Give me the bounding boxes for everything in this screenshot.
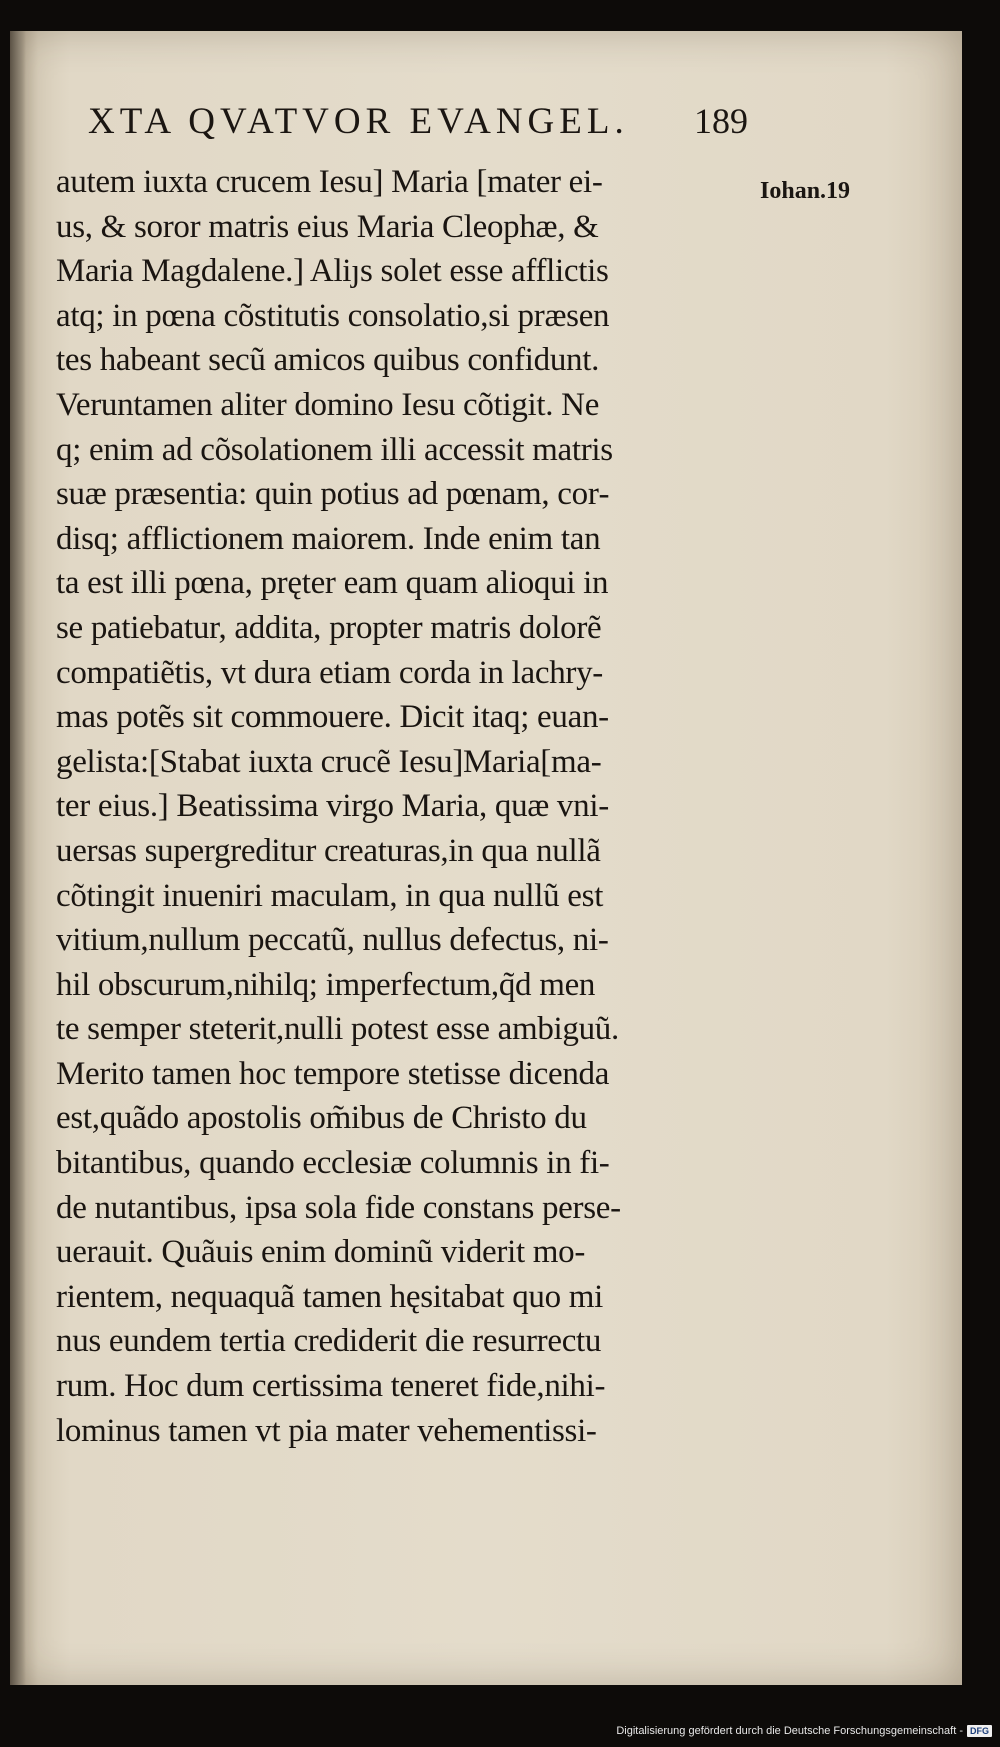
body-text: [56, 160, 756, 1453]
text-line: ta est illi pœna, pręter eam quam alioqui in: [56, 565, 609, 602]
text-line: us, & soror matris eius Maria Cleophæ, &: [56, 208, 599, 245]
text-line: suæ præsentia: quin potius ad pœnam, cor‑: [56, 476, 610, 513]
text-line: autem iuxta crucem Iesu] Maria [mater ei‑: [56, 164, 603, 200]
text-line: est,quãdo apostolis om̃ibus de Christo du: [56, 1100, 587, 1137]
text-line: nus eundem tertia crediderit die resurrectu: [56, 1323, 602, 1360]
marginal-note: Iohan.19: [760, 178, 851, 204]
text-line: tes habeant secũ amicos quibus confidunt.: [56, 342, 600, 379]
text-line: Veruntamen aliter domino Iesu cõtigit. Ne: [56, 386, 600, 423]
text-line: uerauit. Quãuis enim dominũ viderit mo‑: [56, 1234, 586, 1271]
text-line: rientem, nequaquã tamen hęsitabat quo mi: [56, 1278, 603, 1315]
page-gutter-shadow: [10, 31, 26, 1685]
text-line: hil obscurum,nihilq; imperfectum,q̃d men: [56, 966, 596, 1003]
credit-text: Digitalisierung gefördert durch die Deutsche Forschungsgemeinschaft -: [616, 1725, 963, 1737]
text-line: cõtingit inueniri maculam, in qua nullũ est: [56, 877, 604, 914]
text-line: atq; in pœna cõstitutis consolatio,si præsen: [56, 297, 610, 334]
page-number: 189: [694, 101, 748, 141]
running-head: [88, 100, 748, 150]
text-line: se patiebatur, addita, propter matris dolorẽ: [56, 609, 602, 646]
running-title: XTA QVATVOR EVANGEL.: [88, 101, 629, 142]
digitization-credit: [616, 1725, 992, 1737]
text-line: disq; afflictionem maiorem. Inde enim tan: [56, 520, 601, 557]
text-line: Merito tamen hoc tempore stetisse dicenda: [56, 1055, 610, 1092]
text-line: te semper steterit,nulli potest esse ambiguũ.: [56, 1011, 619, 1048]
text-line: mas potẽs sit commouere. Dicit itaq; euan‑: [56, 699, 609, 736]
text-line: Maria Magdalene.] Aliȷs solet esse afflictis: [56, 253, 609, 290]
text-line: uersas supergreditur creaturas,in qua nullã: [56, 832, 601, 869]
text-line: bitantibus, quando ecclesiæ columnis in fi‑: [56, 1145, 610, 1182]
dfg-logo: DFG: [967, 1725, 992, 1737]
text-line: compatiẽtis, vt dura etiam corda in lachry‑: [56, 654, 603, 691]
text-line: gelista:[Stabat iuxta crucẽ Iesu]Maria[ma‑: [56, 743, 602, 780]
text-line: vitium,nullum peccatũ, nullus defectus, ni‑: [56, 922, 609, 959]
text-line: de nutantibus, ipsa sola fide constans perse‑: [56, 1189, 621, 1226]
text-line: ter eius.] Beatissima virgo Maria, quæ vni‑: [56, 788, 609, 825]
text-line: q; enim ad cõsolationem illi accessit matris: [56, 431, 613, 468]
text-line: lominus tamen vt pia mater vehementissi‑: [56, 1412, 597, 1449]
text-line: rum. Hoc dum certissima teneret fide,nihi‑: [56, 1368, 606, 1405]
